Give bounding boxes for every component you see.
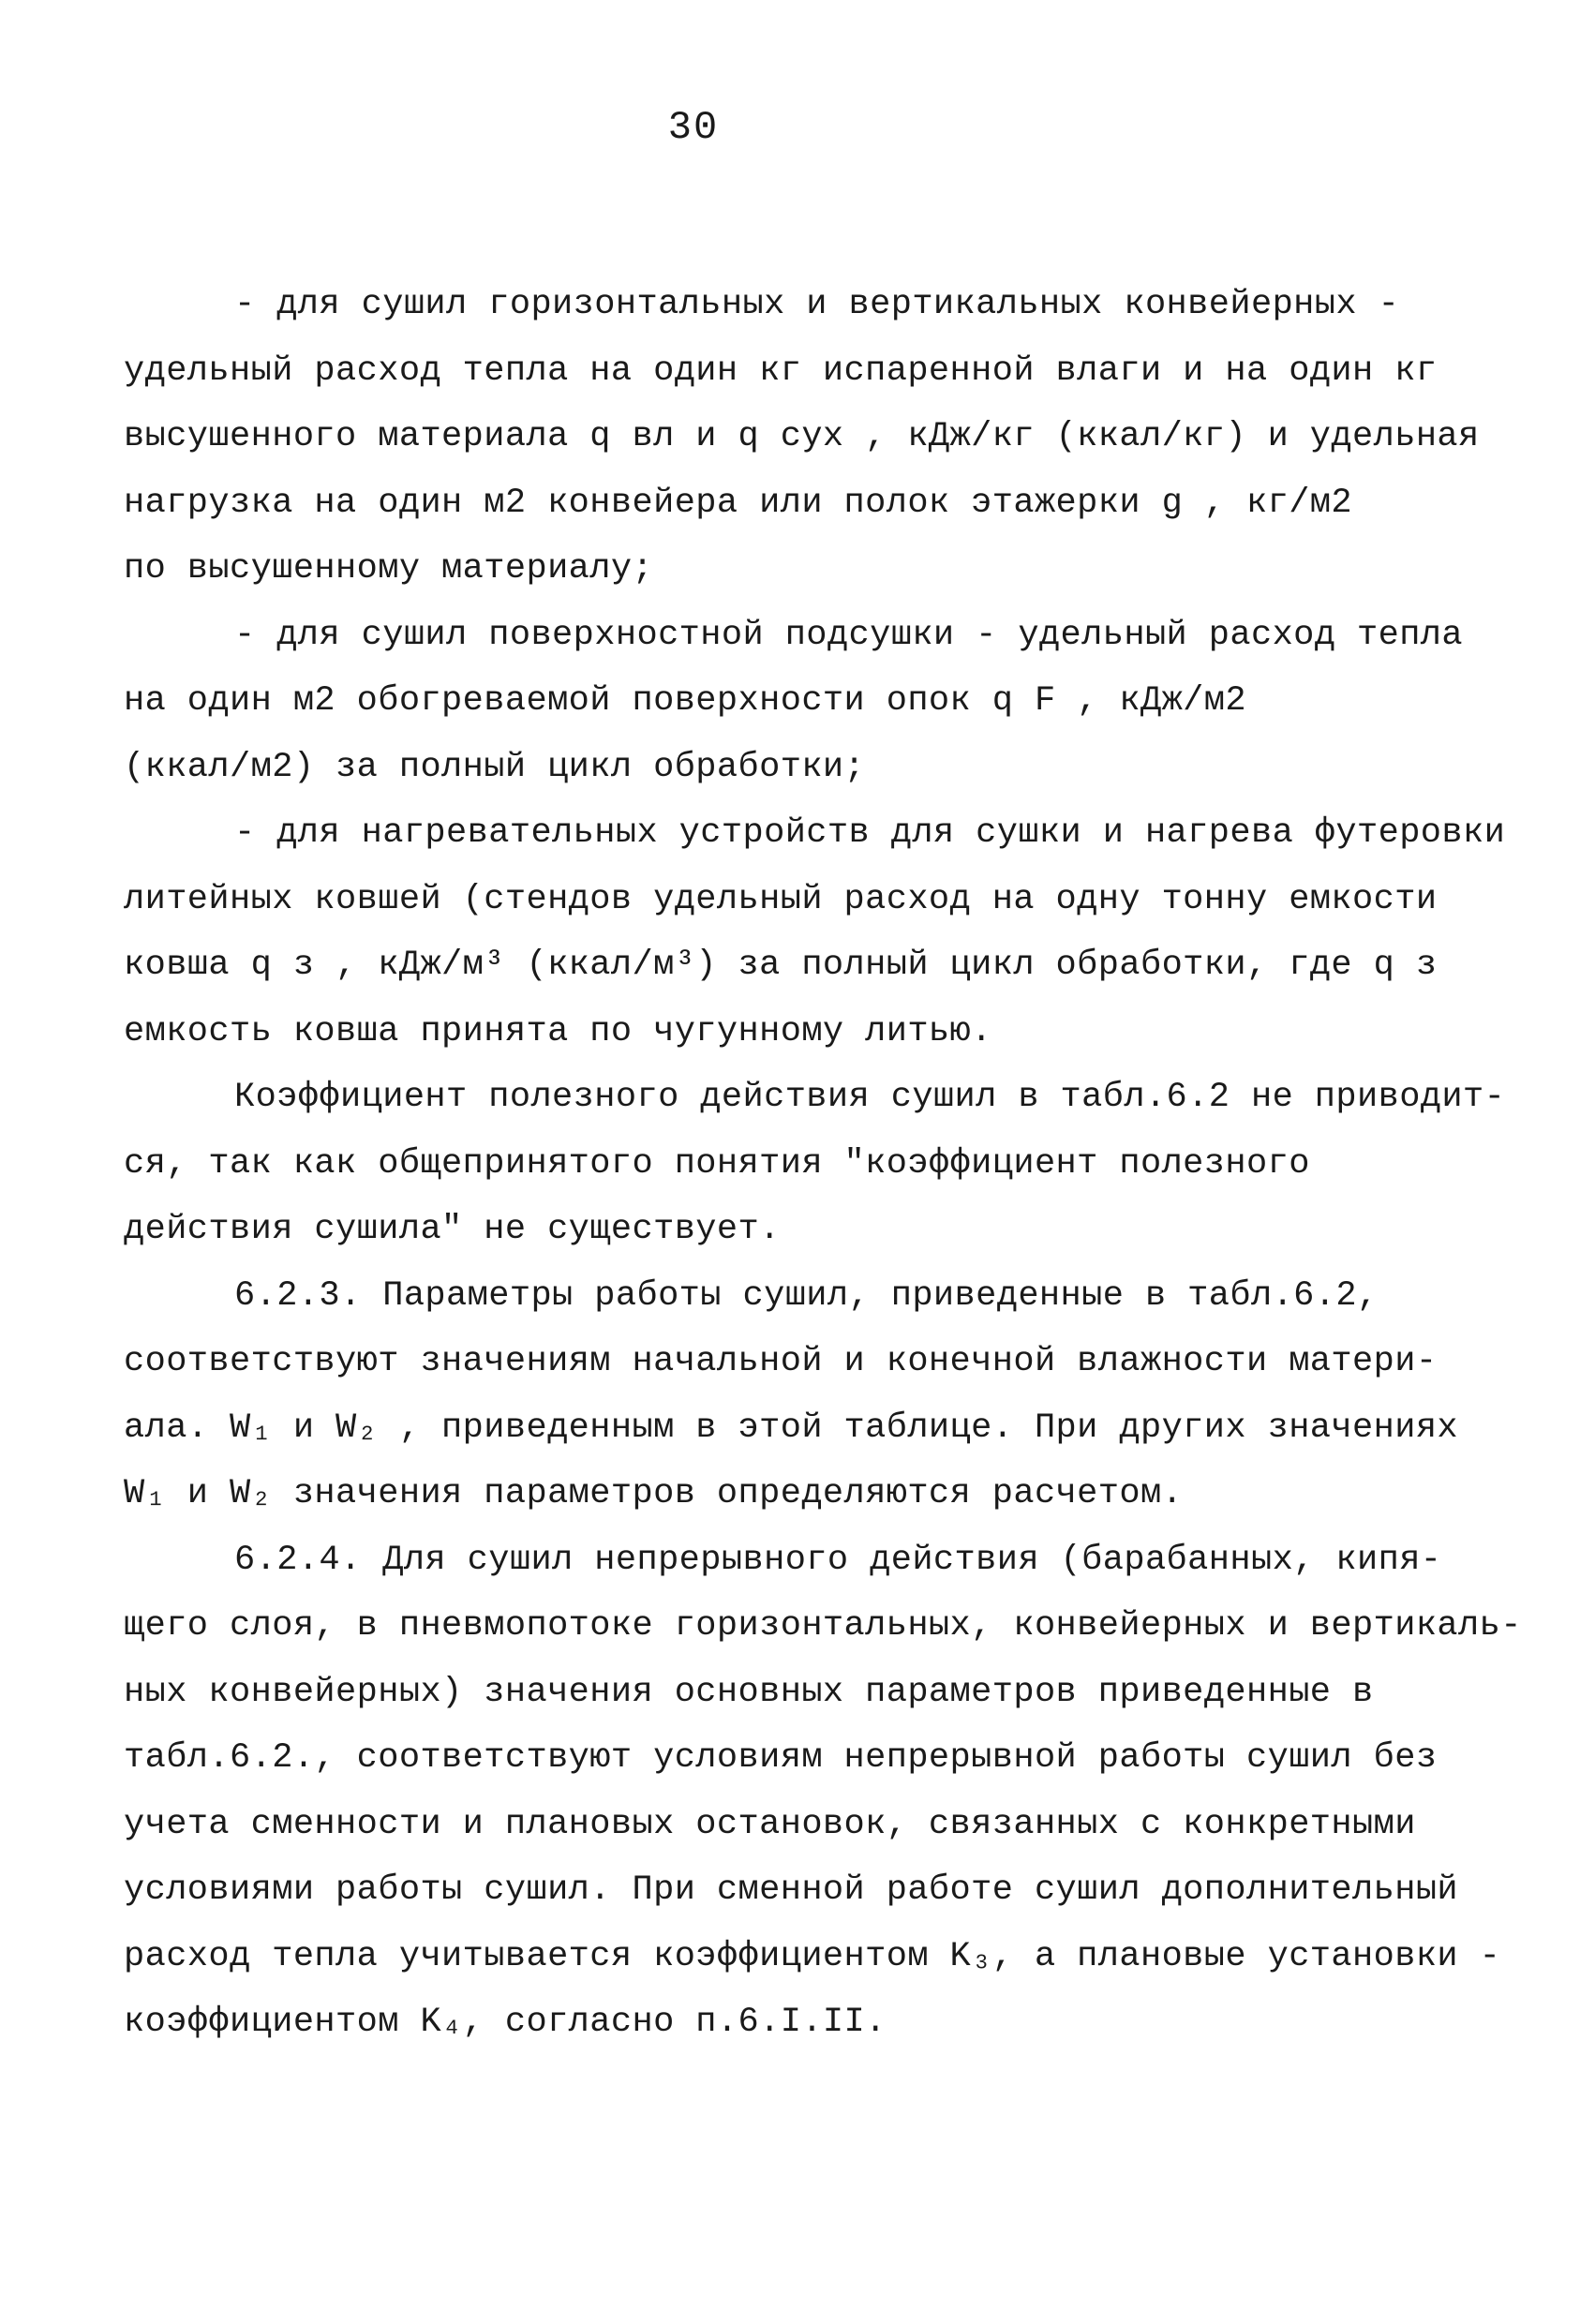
text-line: ковша q з , кДж/м³ (ккал/м³) за полный цикл обработки, где q з [124,946,1438,985]
text-line: высушенного материала q вл и q сух , кДж/кг (ккал/кг) и удельная [124,417,1480,456]
text-line: табл.6.2., соответствуют условиям непрерывной работы сушил без [124,1738,1438,1778]
text-line: действия сушила" не существует. [124,1210,781,1249]
text-line: емкость ковша принята по чугунному литью. [124,1011,992,1051]
page-number: 30 [667,105,720,150]
text-line: W₁ и W₂ значения параметров определяются расчетом. [124,1474,1184,1513]
text-line: 6.2.4. Для сушил непрерывного действия (барабанных, кипя- [234,1540,1442,1580]
text-line: ных конвейерных) значения основных параметров приведенные в [124,1672,1374,1712]
text-line: - для нагревательных устройств для сушки и нагрева футеровки [234,813,1506,853]
text-line: - для сушил поверхностной подсушки - удельный расход тепла [234,615,1464,655]
text-line: учета сменности и плановых остановок, связанных с конкретными [124,1804,1416,1844]
text-line: соответствуют значениям начальной и конечной влажности матери- [124,1342,1438,1381]
text-line: удельный расход тепла на один кг испаренной влаги и на один кг [124,350,1438,391]
text-line: литейных ковшей (стендов удельный расход на одну тонну емкости [124,879,1438,919]
text-line: (ккал/м2) за полный цикл обработки; [124,747,866,787]
text-line: коэффициентом K₄, согласно п.6.I.II. [124,2003,887,2042]
text-line: нагрузка на один м2 конвейера или полок этажерки g , кг/м2 [124,483,1353,523]
document-body [124,272,1522,2056]
text-line: 6.2.3. Параметры работы сушил, приведенные в табл.6.2, [234,1275,1379,1316]
text-line: условиями работы сушил. При сменной работе сушил дополнительный [124,1870,1459,1910]
text-line: на один м2 обогреваемой поверхности опок q F , кДж/м2 [124,681,1246,721]
text-line: Коэффициент полезного действия сушил в табл.6.2 не приводит- [234,1078,1506,1117]
text-line: по высушенному материалу; [124,549,654,588]
text-line: ся, так как общепринятого понятия "коэффициент полезного [124,1143,1310,1184]
text-line: расход тепла учитывается коэффициентом K₃, а плановые установки - [124,1936,1501,1976]
text-line: щего слоя, в пневмопотоке горизонтальных, конвейерных и вертикаль- [124,1606,1522,1646]
text-line: - для сушил горизонтальных и вертикальных конвейерных - [234,285,1400,324]
text-line: ала. W₁ и W₂ , приведенным в этой таблице. При других значениях [124,1408,1459,1448]
